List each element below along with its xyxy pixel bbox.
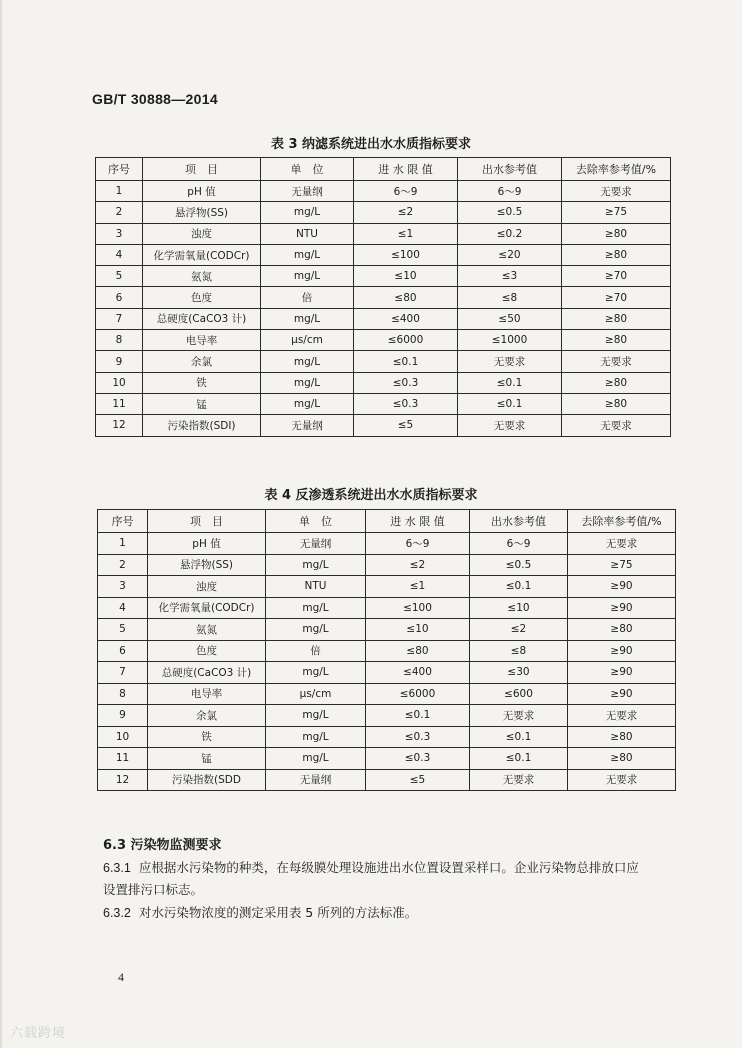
table-row bbox=[98, 726, 676, 748]
column-header: 去除率参考值/% bbox=[562, 158, 671, 181]
table-cell: 10 bbox=[96, 372, 143, 393]
table-cell: ≥80 bbox=[562, 372, 671, 393]
table-cell: ≤0.3 bbox=[366, 748, 470, 770]
table-cell: ≤6000 bbox=[354, 330, 458, 351]
table-cell: ≤0.5 bbox=[458, 202, 562, 223]
table-cell: 2 bbox=[96, 202, 143, 223]
table-cell: ≤5 bbox=[354, 415, 458, 436]
table-cell: 余氯 bbox=[143, 351, 261, 372]
table-row bbox=[96, 202, 671, 223]
table-cell: mg/L bbox=[266, 597, 366, 619]
table-cell: 浊度 bbox=[143, 223, 261, 244]
table-row bbox=[96, 181, 671, 202]
table-row bbox=[96, 330, 671, 351]
table-cell: 电导率 bbox=[143, 330, 261, 351]
table-cell: 无要求 bbox=[458, 351, 562, 372]
table-cell: ≥80 bbox=[562, 223, 671, 244]
table-cell: ≤0.1 bbox=[354, 351, 458, 372]
table-cell: ≤0.1 bbox=[458, 393, 562, 414]
column-header: 进 水 限 值 bbox=[366, 510, 470, 533]
table-row bbox=[96, 244, 671, 265]
table-cell: 无要求 bbox=[470, 705, 568, 727]
table-cell: ≤0.3 bbox=[354, 372, 458, 393]
table-cell: 浊度 bbox=[148, 576, 266, 598]
table-cell: ≤0.1 bbox=[470, 726, 568, 748]
column-header: 序号 bbox=[96, 158, 143, 181]
table-cell: ≤2 bbox=[470, 619, 568, 641]
table-cell: 色度 bbox=[148, 640, 266, 662]
table-cell: ≤0.1 bbox=[366, 705, 470, 727]
table-cell: 3 bbox=[96, 223, 143, 244]
table-row bbox=[96, 393, 671, 414]
table-cell: 污染指数(SDI) bbox=[143, 415, 261, 436]
table-row bbox=[98, 597, 676, 619]
table-row bbox=[98, 554, 676, 576]
table-cell: ≤10 bbox=[366, 619, 470, 641]
table-cell: mg/L bbox=[261, 351, 354, 372]
table-cell: mg/L bbox=[261, 244, 354, 265]
table-cell: 无量纲 bbox=[261, 181, 354, 202]
watermark-logo: 六载跨境 bbox=[10, 1026, 67, 1041]
table-cell: 4 bbox=[98, 597, 148, 619]
table-cell: ≤8 bbox=[458, 287, 562, 308]
table-cell: ≥80 bbox=[568, 748, 676, 770]
table-4-body bbox=[98, 533, 676, 791]
table-cell: 9 bbox=[96, 351, 143, 372]
column-header: 项 目 bbox=[143, 158, 261, 181]
table-cell: 色度 bbox=[143, 287, 261, 308]
table-row bbox=[98, 619, 676, 641]
table-cell: ≥75 bbox=[568, 554, 676, 576]
table-cell: ≥90 bbox=[568, 597, 676, 619]
table-cell: mg/L bbox=[261, 393, 354, 414]
table-cell: 1 bbox=[98, 533, 148, 555]
clause-text: 对水污染物浓度的测定采用表 5 所列的方法标准。 bbox=[138, 905, 418, 920]
table-cell: 11 bbox=[98, 748, 148, 770]
table-row bbox=[98, 640, 676, 662]
table-cell: 2 bbox=[98, 554, 148, 576]
table-row bbox=[96, 223, 671, 244]
table-cell: ≥80 bbox=[568, 726, 676, 748]
table-cell: 锰 bbox=[148, 748, 266, 770]
table-cell: ≤100 bbox=[366, 597, 470, 619]
table-cell: mg/L bbox=[266, 554, 366, 576]
table-cell: ≤1 bbox=[366, 576, 470, 598]
table-cell: NTU bbox=[266, 576, 366, 598]
table-cell: ≤2 bbox=[366, 554, 470, 576]
table-cell: mg/L bbox=[266, 619, 366, 641]
table-cell: 8 bbox=[98, 683, 148, 705]
table-cell: 11 bbox=[96, 393, 143, 414]
table-cell: 6～9 bbox=[366, 533, 470, 555]
table-cell: ≤0.3 bbox=[366, 726, 470, 748]
table-3 bbox=[95, 157, 671, 437]
table-cell: ≤0.3 bbox=[354, 393, 458, 414]
table-cell: 8 bbox=[96, 330, 143, 351]
table-cell: ≤10 bbox=[354, 266, 458, 287]
table-cell: 4 bbox=[96, 244, 143, 265]
table-row bbox=[98, 533, 676, 555]
table-cell: 余氯 bbox=[148, 705, 266, 727]
table-cell: ≥80 bbox=[568, 619, 676, 641]
table-cell: ≤2 bbox=[354, 202, 458, 223]
table-cell: 无量纲 bbox=[266, 533, 366, 555]
table-cell: ≥75 bbox=[562, 202, 671, 223]
table-cell: 无要求 bbox=[458, 415, 562, 436]
paragraph-6-3-1 bbox=[103, 857, 643, 900]
table-3-header-row bbox=[96, 158, 671, 181]
table-cell: 无量纲 bbox=[266, 769, 366, 791]
table-cell: mg/L bbox=[261, 266, 354, 287]
table-cell: μs/cm bbox=[266, 683, 366, 705]
table-cell: ≤0.2 bbox=[458, 223, 562, 244]
table-cell: ≥80 bbox=[562, 308, 671, 329]
table-cell: ≤6000 bbox=[366, 683, 470, 705]
table-cell: ≤0.1 bbox=[470, 748, 568, 770]
table-cell: 污染指数(SDD bbox=[148, 769, 266, 791]
table-cell: 电导率 bbox=[148, 683, 266, 705]
table-cell: 6～9 bbox=[354, 181, 458, 202]
table-cell: 铁 bbox=[148, 726, 266, 748]
table-row bbox=[96, 415, 671, 436]
section-heading: 6.3 污染物监测要求 bbox=[103, 838, 222, 853]
table-cell: 铁 bbox=[143, 372, 261, 393]
column-header: 出水参考值 bbox=[458, 158, 562, 181]
page-number: 4 bbox=[118, 970, 124, 984]
standard-code: GB/T 30888—2014 bbox=[92, 91, 218, 107]
table-cell: ≤100 bbox=[354, 244, 458, 265]
table-cell: 10 bbox=[98, 726, 148, 748]
table-cell: ≤8 bbox=[470, 640, 568, 662]
table-cell: ≥80 bbox=[562, 393, 671, 414]
table-cell: 无要求 bbox=[562, 181, 671, 202]
table-cell: ≥90 bbox=[568, 683, 676, 705]
table-cell: 总硬度(CaCO3 计) bbox=[143, 308, 261, 329]
table-row bbox=[96, 287, 671, 308]
table-4 bbox=[97, 509, 676, 791]
table-cell: ≤3 bbox=[458, 266, 562, 287]
table-row bbox=[96, 266, 671, 287]
table-row bbox=[96, 308, 671, 329]
table-cell: pH 值 bbox=[148, 533, 266, 555]
table-row bbox=[98, 683, 676, 705]
table-3-title: 表 3 纳滤系统进出水水质指标要求 bbox=[270, 137, 472, 152]
table-cell: 倍 bbox=[266, 640, 366, 662]
table-cell: 12 bbox=[98, 769, 148, 791]
column-header: 项 目 bbox=[148, 510, 266, 533]
table-cell: 6 bbox=[96, 287, 143, 308]
table-cell: ≤20 bbox=[458, 244, 562, 265]
table-cell: 1 bbox=[96, 181, 143, 202]
table-cell: 化学需氧量(CODCr) bbox=[143, 244, 261, 265]
table-4-header-row bbox=[98, 510, 676, 533]
table-cell: 化学需氧量(CODCr) bbox=[148, 597, 266, 619]
table-3-body bbox=[96, 181, 671, 437]
table-cell: ≥70 bbox=[562, 266, 671, 287]
table-cell: ≤50 bbox=[458, 308, 562, 329]
column-header: 去除率参考值/% bbox=[568, 510, 676, 533]
table-cell: ≥90 bbox=[568, 662, 676, 684]
table-cell: mg/L bbox=[261, 372, 354, 393]
table-row bbox=[96, 351, 671, 372]
table-cell: 12 bbox=[96, 415, 143, 436]
clause-number: 6.3.2 bbox=[103, 906, 131, 920]
table-cell: 无要求 bbox=[562, 415, 671, 436]
table-cell: 无要求 bbox=[568, 705, 676, 727]
table-cell: 6 bbox=[98, 640, 148, 662]
table-cell: 氨氮 bbox=[143, 266, 261, 287]
table-cell: ≤80 bbox=[366, 640, 470, 662]
paragraph-6-3-2 bbox=[103, 902, 643, 924]
table-cell: NTU bbox=[261, 223, 354, 244]
table-cell: ≤1000 bbox=[458, 330, 562, 351]
table-cell: ≤0.5 bbox=[470, 554, 568, 576]
table-cell: ≤80 bbox=[354, 287, 458, 308]
table-cell: ≤10 bbox=[470, 597, 568, 619]
table-cell: mg/L bbox=[266, 726, 366, 748]
table-cell: ≤1 bbox=[354, 223, 458, 244]
clause-text: 应根据水污染物的种类，在每级膜处理设施进出水位置设置采样口。企业污染物总排放口应设置排污口标志。 bbox=[103, 860, 639, 897]
column-header: 序号 bbox=[98, 510, 148, 533]
table-cell: ≥90 bbox=[568, 576, 676, 598]
column-header: 单 位 bbox=[266, 510, 366, 533]
table-cell: 7 bbox=[96, 308, 143, 329]
table-cell: ≤0.1 bbox=[458, 372, 562, 393]
table-row bbox=[98, 576, 676, 598]
table-cell: ≥80 bbox=[562, 330, 671, 351]
table-cell: 无要求 bbox=[562, 351, 671, 372]
table-cell: 6～9 bbox=[470, 533, 568, 555]
table-4-title: 表 4 反渗透系统进出水水质指标要求 bbox=[264, 488, 478, 503]
table-cell: 无量纲 bbox=[261, 415, 354, 436]
table-cell: pH 值 bbox=[143, 181, 261, 202]
table-cell: ≤0.1 bbox=[470, 576, 568, 598]
table-cell: 7 bbox=[98, 662, 148, 684]
table-cell: mg/L bbox=[266, 705, 366, 727]
clause-number: 6.3.1 bbox=[103, 861, 131, 875]
column-header: 单 位 bbox=[261, 158, 354, 181]
table-cell: ≤400 bbox=[366, 662, 470, 684]
table-cell: 氨氮 bbox=[148, 619, 266, 641]
table-cell: 9 bbox=[98, 705, 148, 727]
table-cell: mg/L bbox=[266, 662, 366, 684]
table-row bbox=[98, 662, 676, 684]
table-cell: mg/L bbox=[266, 748, 366, 770]
table-cell: 锰 bbox=[143, 393, 261, 414]
table-cell: 悬浮物(SS) bbox=[143, 202, 261, 223]
table-cell: 5 bbox=[98, 619, 148, 641]
table-cell: ≤5 bbox=[366, 769, 470, 791]
table-cell: 5 bbox=[96, 266, 143, 287]
table-cell: ≥80 bbox=[562, 244, 671, 265]
table-cell: 6～9 bbox=[458, 181, 562, 202]
table-row bbox=[98, 769, 676, 791]
table-cell: ≥70 bbox=[562, 287, 671, 308]
table-cell: 3 bbox=[98, 576, 148, 598]
table-row bbox=[96, 372, 671, 393]
table-cell: ≤600 bbox=[470, 683, 568, 705]
table-cell: 倍 bbox=[261, 287, 354, 308]
table-cell: 无要求 bbox=[470, 769, 568, 791]
table-cell: ≥90 bbox=[568, 640, 676, 662]
table-cell: ≤400 bbox=[354, 308, 458, 329]
table-cell: mg/L bbox=[261, 202, 354, 223]
table-cell: ≤30 bbox=[470, 662, 568, 684]
scan-edge bbox=[0, 0, 3, 1048]
table-cell: mg/L bbox=[261, 308, 354, 329]
table-cell: 无要求 bbox=[568, 533, 676, 555]
table-cell: μs/cm bbox=[261, 330, 354, 351]
table-row bbox=[98, 705, 676, 727]
column-header: 出水参考值 bbox=[470, 510, 568, 533]
column-header: 进 水 限 值 bbox=[354, 158, 458, 181]
table-cell: 无要求 bbox=[568, 769, 676, 791]
table-cell: 悬浮物(SS) bbox=[148, 554, 266, 576]
table-cell: 总硬度(CaCO3 计) bbox=[148, 662, 266, 684]
table-row bbox=[98, 748, 676, 770]
